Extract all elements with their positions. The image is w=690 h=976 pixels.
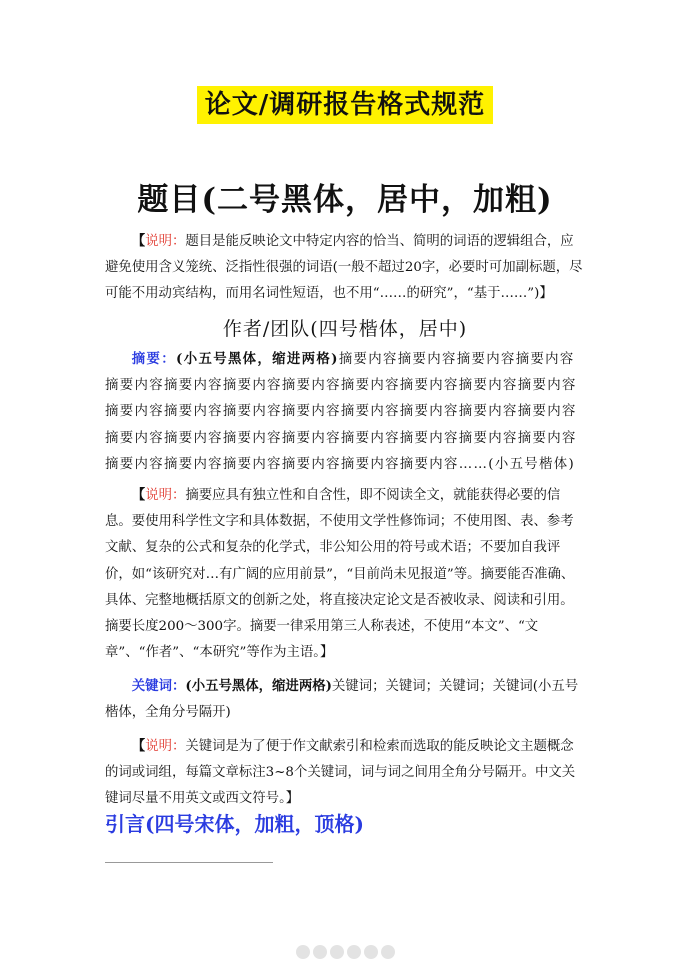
page-title: 论文/调研报告格式规范 <box>197 86 494 124</box>
watermark <box>296 941 404 963</box>
note-open-bracket: 【 <box>131 738 146 754</box>
abstract-section <box>105 346 587 478</box>
watermark-dot <box>381 945 395 959</box>
note-label: 说明 <box>145 739 172 754</box>
watermark-dot <box>296 945 310 959</box>
intro-heading: 引言(四号宋体，加粗，顶格) <box>105 812 364 836</box>
keywords-colon: ： <box>171 678 186 694</box>
abstract-body: 摘要内容摘要内容摘要内容摘要内容摘要内容摘要内容摘要内容摘要内容摘要内容摘要内容摘要内容摘要内容摘要内容摘要内容摘要内容摘要内容摘要内容摘要内容摘要内容摘要内容摘要内容摘要内容摘要内容摘要内容摘要内容摘要内容摘要内容摘要内容摘要内容摘要内容摘要内容摘要内容摘要内容摘要内容……(小五号楷体) <box>105 352 577 472</box>
abstract-colon: ： <box>161 351 177 367</box>
note-label: 说明 <box>145 234 172 249</box>
note-open-bracket: 【 <box>131 487 146 503</box>
title-note <box>105 228 587 308</box>
watermark-dot <box>313 945 327 959</box>
keywords-note <box>105 733 587 813</box>
watermark-dot <box>330 945 344 959</box>
keywords-format-note: (小五号黑体，缩进两格) <box>185 678 332 694</box>
note-colon: ： <box>171 234 186 249</box>
watermark-dot <box>347 945 361 959</box>
abstract-note <box>105 482 587 666</box>
abstract-format-note: (小五号黑体，缩进两格) <box>176 351 339 367</box>
keywords-section <box>105 673 587 726</box>
abstract-label: 摘要 <box>131 351 162 367</box>
paper-title-spec: 题目(二号黑体，居中，加粗) <box>137 182 553 218</box>
page-title-wrapper <box>0 86 690 124</box>
author-line: 作者/团队(四号楷体，居中) <box>222 318 468 340</box>
keywords-body: 关键词；关键词；关键词；关键词(小五号楷体，全角分号隔开) <box>105 679 579 721</box>
footnote-divider <box>105 862 273 863</box>
watermark-dot <box>364 945 378 959</box>
note-open-bracket: 【 <box>131 233 146 249</box>
note-text: 摘要应具有独立性和自含性，即不阅读全文，就能获得必要的信息。要使用科学性文字和具体数据，不使用文学性修饰词；不使用图、表、参考文献、复杂的公式和复杂的化学式，非公知公用的符号或术语；不要加自我评价，如“该研究对…有广阔的应用前景”，“目前尚未见报道”等。摘要能否准确、具体、完整地概括原文的创新之处，将直接决定论文是否被收录、阅读和引用。摘要长度200～300字。摘要一律采用第三人称表述，不使用“本文”、“文章”、“作者”、“本研究”等作为主语。】 <box>105 488 575 661</box>
note-label: 说明 <box>145 488 172 503</box>
keywords-label: 关键词 <box>131 678 172 694</box>
note-text: 题目是能反映论文中特定内容的恰当、简明的词语的逻辑组合，应避免使用含义笼统、泛指性很强的词语(一般不超过20字，必要时可加副标题，尽可能不用动宾结构，而用名词性短语，也不用“……的研究”，“基于……”)】 <box>105 234 583 302</box>
note-text: 关键词是为了便于作文献索引和检索而选取的能反映论文主题概念的词或词组，每篇文章标注3~8个关键词，词与词之间用全角分号隔开。中文关键词尽量不用英文或西文符号。】 <box>105 739 576 807</box>
note-colon: ： <box>171 739 186 754</box>
note-colon: ： <box>171 488 186 503</box>
